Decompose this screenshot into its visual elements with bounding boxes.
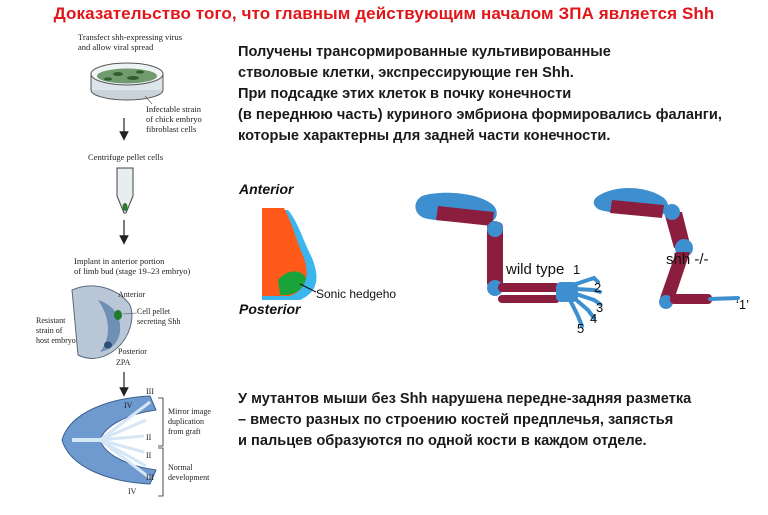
mutant-label: shh -/- bbox=[666, 251, 709, 268]
step2-caption: Centrifuge pellet cells bbox=[88, 152, 164, 162]
limb-bud-schematic bbox=[238, 181, 396, 317]
resistant-host-label: Resistant bbox=[36, 316, 66, 325]
cell-strain-label: of chick embryo bbox=[146, 114, 202, 124]
step1-caption-line: and allow viral spread bbox=[78, 42, 154, 52]
digit-label: II bbox=[146, 451, 152, 460]
step3-caption-line: of limb bud (stage 19–23 embryo) bbox=[74, 266, 191, 276]
normal-development-label: development bbox=[168, 473, 210, 482]
bracket bbox=[158, 448, 163, 496]
digit-label: III bbox=[146, 387, 154, 396]
mirror-duplication-label: from graft bbox=[168, 427, 201, 436]
page-title: Доказательство того, что главным действующим началом ЗПА является Shh bbox=[53, 4, 715, 23]
centrifuge-tube-icon bbox=[117, 168, 133, 213]
joint-cartilage bbox=[664, 204, 680, 220]
shh-mutant-skeleton bbox=[594, 188, 749, 312]
bottom-paragraph-line: и пальцев образуются по одной кости в каждом отделе. bbox=[238, 433, 647, 449]
digit-number: 4 bbox=[590, 311, 598, 326]
autopod-bone bbox=[670, 294, 712, 304]
digit-label: III bbox=[146, 473, 154, 482]
bracket bbox=[158, 398, 163, 446]
wild-type-skeleton bbox=[415, 193, 603, 336]
top-paragraph-line: Получены трансормированные культивированные bbox=[238, 44, 611, 60]
digit-number: 2 bbox=[594, 280, 602, 295]
cell-strain-label: fibroblast cells bbox=[146, 124, 197, 134]
digit-label: II bbox=[146, 433, 152, 442]
digit-number: ‘1’ bbox=[736, 297, 750, 312]
digit-label: IV bbox=[124, 401, 133, 410]
cell-strain-label: Infectable strain bbox=[146, 104, 201, 114]
top-paragraph-line: (в переднюю часть) куриного эмбриона формировались фаланги, bbox=[238, 107, 722, 123]
zpa-label: ZPA bbox=[116, 358, 131, 367]
digit-label: IV bbox=[128, 487, 137, 496]
digit-number: 1 bbox=[573, 262, 581, 277]
step3-caption-line: Implant in anterior portion bbox=[74, 256, 165, 266]
mirror-duplication-label: duplication bbox=[168, 417, 204, 426]
bottom-paragraph-line: – вместо разных по строению костей предплечья, запястья bbox=[238, 412, 674, 428]
top-paragraph-line: которые характерны для задней части конечности. bbox=[238, 128, 611, 144]
digit-number: 5 bbox=[577, 321, 585, 336]
mirror-duplication-label: Mirror image bbox=[168, 407, 211, 416]
joint-cartilage bbox=[487, 221, 503, 237]
sonic-hedgehog-label: Sonic hedgeho bbox=[316, 287, 397, 301]
radius-bone bbox=[498, 283, 560, 292]
bottom-paragraph-line: У мутантов мыши без Shh нарушена передне-задняя разметка bbox=[238, 391, 692, 407]
wild-type-label: wild type bbox=[506, 261, 565, 278]
digit-number: 3 bbox=[596, 300, 604, 315]
step1-caption-line: Transfect shh-expressing virus bbox=[78, 32, 183, 42]
normal-development-label: Normal bbox=[168, 463, 193, 472]
top-paragraph-line: При подсадке этих клеток в почку конечности bbox=[238, 86, 572, 102]
resistant-host-label: host embryo bbox=[36, 336, 76, 345]
cell-pellet-label: Cell pellet bbox=[137, 307, 171, 316]
posterior-label: Posterior bbox=[118, 347, 147, 356]
posterior-title: Posterior bbox=[239, 301, 301, 317]
cell-pellet-label: secreting Shh bbox=[137, 317, 181, 326]
experiment-diagram bbox=[36, 32, 211, 496]
top-paragraph-line: стволовые клетки, экспрессирующие ген Shh. bbox=[238, 65, 574, 81]
duplicated-wing-icon bbox=[62, 396, 156, 484]
anterior-label: Anterior bbox=[118, 290, 146, 299]
ulna-bone bbox=[498, 295, 560, 303]
resistant-host-label: strain of bbox=[36, 326, 63, 335]
petri-dish-icon bbox=[91, 63, 163, 100]
anterior-title: Anterior bbox=[239, 181, 294, 197]
single-digit-bone bbox=[710, 298, 738, 299]
